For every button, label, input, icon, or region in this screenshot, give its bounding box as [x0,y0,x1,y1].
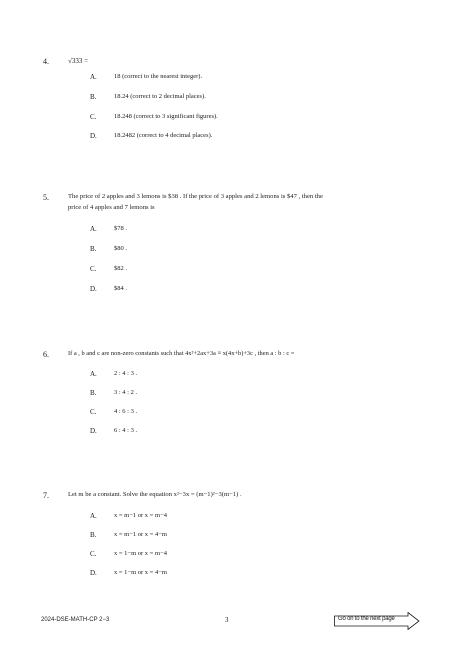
option-letter: C. [90,113,97,121]
option-text: x = m−1 or x = 4−m [114,531,167,538]
option-letter: D. [90,285,97,293]
option-letter: B. [90,245,97,253]
option-text: 6 : 4 : 3 . [114,427,138,434]
option-text: x = 1−m or x = m−4 [114,550,167,557]
option-letter: C. [90,265,97,273]
next-page-label: Go on to the next page [338,616,395,622]
option-text: 18.24 (correct to 2 decimal places). [114,93,206,100]
option-text: 3 : 4 : 2 . [114,389,138,396]
option-letter: D. [90,132,97,140]
question-stem: Let m be a constant. Solve the equation x²−3x = (m−1)²−3(m−1) . [68,491,242,498]
option-text: 4 : 6 : 3 . [114,408,138,415]
paper-code: 2024-DSE-MATH-CP 2−3 [41,617,110,623]
next-page-arrow [334,612,410,628]
question-number: 7. [43,491,49,500]
option-letter: C. [90,550,97,558]
option-letter: A. [90,370,97,378]
option-text: x = m−1 or x = m−4 [114,512,167,519]
option-text: $78 . [114,225,127,232]
question-stem: If a , b and c are non-zero constants such that 4x²+2ax+3a ≡ x(4x+b)+3c , then a : b : c = [68,350,295,357]
question-number: 4. [43,57,49,66]
question-number: 6. [43,350,49,359]
option-letter: B. [90,531,97,539]
question-number: 5. [43,193,49,202]
option-letter: A. [90,73,97,81]
option-text: $82 . [114,265,127,272]
page-number: 3 [225,616,229,624]
option-letter: A. [90,225,97,233]
option-text: x = 1−m or x = 4−m [114,569,167,576]
option-letter: B. [90,93,97,101]
option-text: 18.248 (correct to 3 significant figures). [114,113,218,120]
option-letter: A. [90,512,97,520]
option-text: 18.2482 (correct to 4 decimal places). [114,132,213,139]
question-stem-line1: The price of 2 apples and 3 lemons is $38 . If the price of 3 apples and 2 lemons is $47 , then the [68,193,323,200]
option-letter: D. [90,569,97,577]
question-stem-line2: price of 4 apples and 7 lemons is [68,204,155,211]
option-letter: B. [90,389,97,397]
option-letter: C. [90,408,97,416]
option-text: 18 (correct to the nearest integer). [114,73,203,80]
option-letter: D. [90,427,97,435]
option-text: $84 . [114,285,127,292]
option-text: $80 . [114,245,127,252]
option-text: 2 : 4 : 3 . [114,370,138,377]
question-stem: √333 = [68,57,89,65]
